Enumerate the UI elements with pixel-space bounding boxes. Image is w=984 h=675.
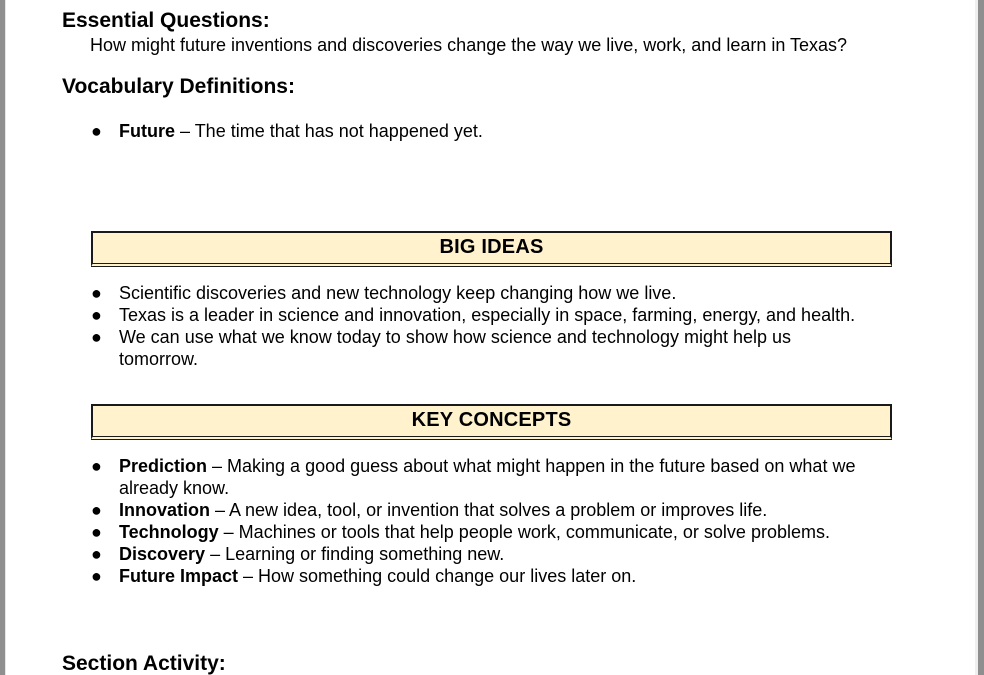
- key-concept-item: [91, 543, 911, 565]
- big-idea-text: Scientific discoveries and new technology keep changing how we live.: [119, 283, 677, 303]
- key-concept-definition: – How something could change our lives later on.: [238, 566, 637, 586]
- bullet-icon: ●: [91, 522, 102, 542]
- bullet-icon: ●: [91, 566, 102, 586]
- big-idea-text: We can use what we know today to show how science and technology might help us tomorrow.: [119, 327, 792, 369]
- big-ideas-banner: BIG IDEAS: [91, 231, 892, 267]
- key-concept-definition: – A new idea, tool, or invention that solves a problem or improves life.: [210, 500, 768, 520]
- vocabulary-term: Future: [119, 121, 175, 141]
- key-concept-item: [91, 521, 911, 543]
- bullet-icon: ●: [91, 283, 102, 303]
- bullet-icon: ●: [91, 327, 102, 347]
- key-concept-item: [91, 499, 911, 521]
- key-concept-item: [91, 455, 909, 499]
- key-concept-definition: – Learning or finding something new.: [205, 544, 505, 564]
- big-ideas-list: [91, 282, 911, 370]
- page-left-edge: [5, 0, 6, 675]
- bullet-icon: ●: [91, 500, 102, 520]
- key-concept-term: Future Impact: [119, 566, 239, 586]
- vocabulary-item: [91, 120, 911, 142]
- vocabulary-definition: – The time that has not happened yet.: [175, 121, 483, 141]
- key-concepts-banner: KEY CONCEPTS: [91, 404, 892, 440]
- big-idea-item: [91, 304, 911, 326]
- vocabulary-list: [91, 120, 911, 142]
- big-idea-item: [91, 282, 911, 304]
- key-concept-definition: – Making a good guess about what might happen in the future based on what we already know.: [119, 456, 856, 498]
- vocabulary-heading: Vocabulary Definitions:: [62, 75, 295, 98]
- key-concept-term: Innovation: [119, 500, 210, 520]
- key-concept-term: Technology: [119, 522, 219, 542]
- key-concept-item: [91, 565, 911, 587]
- key-concept-definition: – Machines or tools that help people work, communicate, or solve problems.: [218, 522, 830, 542]
- key-concepts-list: [91, 455, 911, 587]
- essential-question-text: How might future inventions and discoveries change the way we live, work, and learn in Texas?: [90, 35, 848, 55]
- key-concept-term: Prediction: [119, 456, 208, 476]
- big-idea-item: [91, 326, 839, 370]
- page-right-edge: [975, 0, 978, 675]
- bullet-icon: ●: [91, 456, 102, 476]
- bullet-icon: ●: [91, 121, 102, 141]
- bullet-icon: ●: [91, 305, 102, 325]
- document-page: [5, 0, 978, 675]
- section-activity-heading: Section Activity:: [62, 652, 226, 675]
- essential-questions-heading: Essential Questions:: [62, 9, 270, 32]
- key-concept-term: Discovery: [119, 544, 206, 564]
- bullet-icon: ●: [91, 544, 102, 564]
- big-idea-text: Texas is a leader in science and innovation, especially in space, farming, energy, and health.: [119, 305, 856, 325]
